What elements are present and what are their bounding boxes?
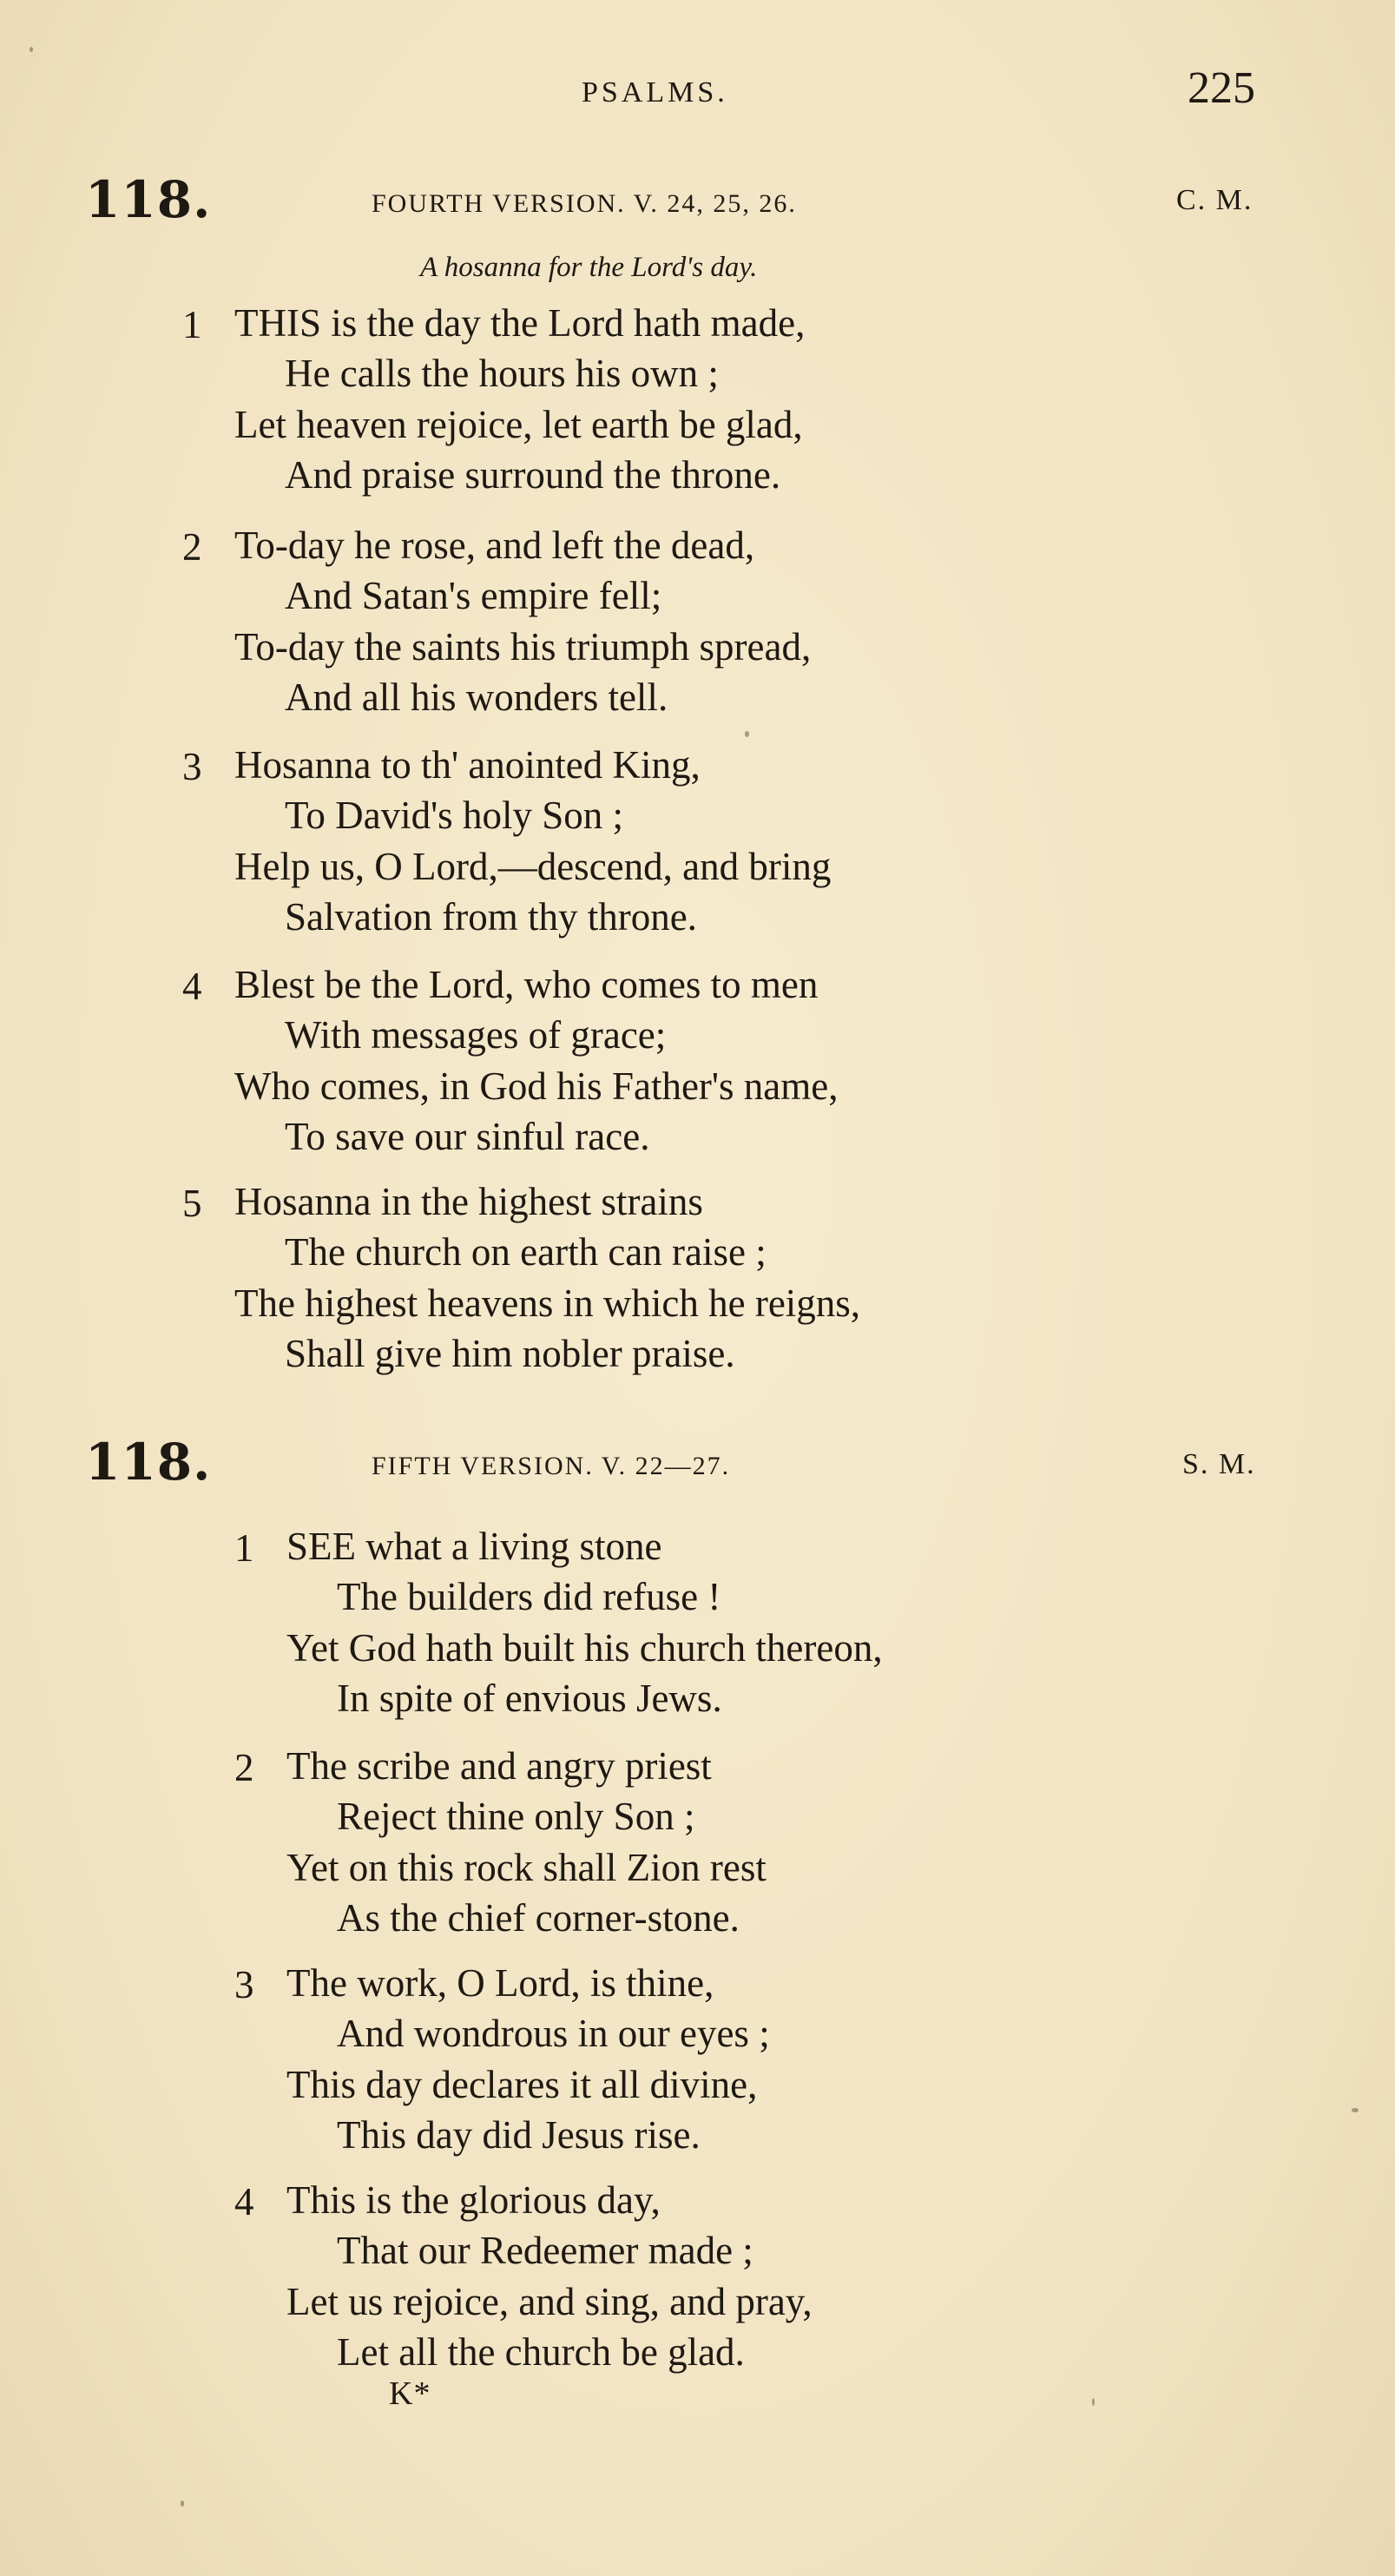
stanza-number: 4 <box>234 2180 254 2224</box>
signature-mark: K* <box>389 2375 431 2412</box>
verse-line: Hosanna to th' anointed King, <box>234 743 701 787</box>
verse-line: With messages of grace; <box>285 1013 667 1057</box>
verse-line: And Satan's empire fell; <box>285 574 662 617</box>
verse-line: THIS is the day the Lord hath made, <box>234 301 806 345</box>
verse-line: Shall give him nobler praise. <box>285 1332 735 1375</box>
page-number: 225 <box>1188 63 1255 113</box>
verse-line: To David's holy Son ; <box>285 794 623 837</box>
paper-speck <box>30 47 33 52</box>
psalm-number: 118. <box>85 170 212 229</box>
paper-speck <box>1352 2108 1359 2112</box>
stanza-number: 2 <box>234 1746 254 1789</box>
verse-line: This day did Jesus rise. <box>337 2113 701 2157</box>
verse-line: Let heaven rejoice, let earth be glad, <box>234 403 803 446</box>
verse-line: And praise surround the throne. <box>285 453 781 497</box>
verse-line: The highest heavens in which he reigns, <box>234 1281 861 1325</box>
verse-line: Yet on this rock shall Zion rest <box>286 1846 767 1889</box>
stanza-number: 2 <box>182 525 202 569</box>
verse-line: That our Redeemer made ; <box>337 2229 753 2272</box>
meter-label: C. M. <box>1176 184 1254 216</box>
verse-line: This day declares it all divine, <box>286 2063 758 2106</box>
verse-line: The work, O Lord, is thine, <box>286 1961 714 2005</box>
verse-line: And wondrous in our eyes ; <box>337 2012 770 2055</box>
stanza-number: 1 <box>182 303 202 346</box>
version-title: FIFTH VERSION. V. 22—27. <box>372 1452 731 1480</box>
stanza-number: 1 <box>234 1526 254 1570</box>
stanza-number: 3 <box>234 1963 254 2006</box>
stanza-number: 5 <box>182 1182 202 1225</box>
verse-line: Reject thine only Son ; <box>337 1795 695 1838</box>
verse-line: To-day he rose, and left the dead, <box>234 524 755 567</box>
stanza-number: 3 <box>182 745 202 788</box>
hymn-subtitle: A hosanna for the Lord's day. <box>420 252 758 283</box>
verse-line: Blest be the Lord, who comes to men <box>234 963 819 1006</box>
verse-line: Let all the church be glad. <box>337 2330 745 2374</box>
version-title: FOURTH VERSION. V. 24, 25, 26. <box>372 189 797 218</box>
verse-line: In spite of envious Jews. <box>337 1677 722 1720</box>
verse-line: SEE what a living stone <box>286 1525 662 1568</box>
meter-label: S. M. <box>1182 1448 1256 1480</box>
verse-line: The church on earth can raise ; <box>285 1230 767 1274</box>
paper-speck <box>1092 2398 1095 2406</box>
paper-speck <box>745 731 749 737</box>
running-head: PSALMS. <box>582 76 728 109</box>
verse-line: And all his wonders tell. <box>285 675 668 719</box>
verse-line: Help us, O Lord,—descend, and bring <box>234 845 832 888</box>
verse-line: He calls the hours his own ; <box>285 352 719 395</box>
verse-line: This is the glorious day, <box>286 2178 661 2222</box>
stanza-number: 4 <box>182 965 202 1008</box>
paper-speck <box>181 2500 184 2507</box>
verse-line: To-day the saints his triumph spread, <box>234 625 812 669</box>
verse-line: Who comes, in God his Father's name, <box>234 1064 839 1108</box>
verse-line: The scribe and angry priest <box>286 1744 712 1788</box>
verse-line: To save our sinful race. <box>285 1115 650 1158</box>
verse-line: Hosanna in the highest strains <box>234 1180 703 1223</box>
psalm-number: 118. <box>85 1433 212 1492</box>
verse-line: Salvation from thy throne. <box>285 895 697 939</box>
verse-line: The builders did refuse ! <box>337 1575 721 1618</box>
verse-line: As the chief corner-stone. <box>337 1896 740 1940</box>
verse-line: Yet God hath built his church thereon, <box>286 1626 883 1670</box>
verse-line: Let us rejoice, and sing, and pray, <box>286 2280 813 2323</box>
